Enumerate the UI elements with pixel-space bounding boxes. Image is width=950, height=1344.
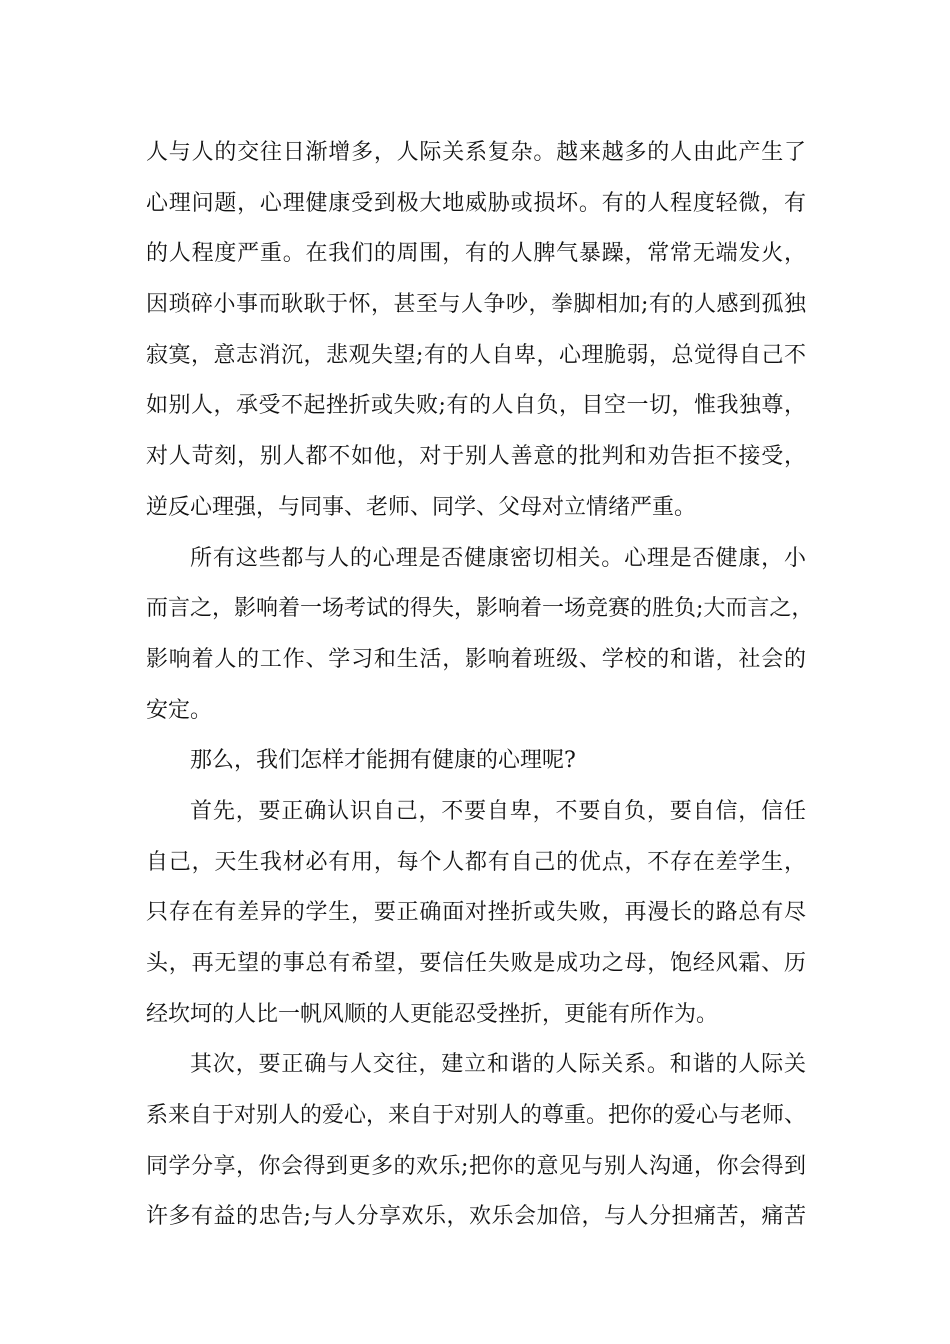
text-line: 对人苛刻，别人都不如他，对于别人善意的批判和劝告拒不接受， <box>146 444 806 470</box>
text-line: 许多有益的忠告;与人分享欢乐，欢乐会加倍，与人分担痛苦，痛苦 <box>146 1204 806 1230</box>
text-line: 同学分享，你会得到更多的欢乐;把你的意见与别人沟通，你会得到 <box>146 1153 806 1179</box>
text-line: 而言之，影响着一场考试的得失，影响着一场竞赛的胜负;大而言之， <box>146 596 814 622</box>
text-line: 安定。 <box>146 697 213 723</box>
text-line: 经坎坷的人比一帆风顺的人更能忍受挫折，更能有所作为。 <box>146 1001 719 1027</box>
text-line: 系来自于对别人的爱心，来自于对别人的尊重。把你的爱心与老师、 <box>146 1103 807 1129</box>
paragraph-2 <box>146 534 814 737</box>
text-line: 那么，我们怎样才能拥有健康的心理呢? <box>190 748 576 774</box>
text-line: 所有这些都与人的心理是否健康密切相关。心理是否健康，小 <box>190 545 806 571</box>
paragraph-4 <box>146 787 806 1040</box>
text-line: 如别人，承受不起挫折或失败;有的人自负，目空一切，惟我独尊， <box>146 393 806 419</box>
text-line: 人与人的交往日渐增多，人际关系复杂。越来越多的人由此产生了 <box>146 140 806 165</box>
paragraph-1 <box>146 128 806 534</box>
paragraph-3 <box>146 736 806 787</box>
text-line: 心理问题，心理健康受到极大地威胁或损坏。有的人程度轻微，有 <box>146 190 806 216</box>
text-line: 的人程度严重。在我们的周围，有的人脾气暴躁，常常无端发火， <box>146 241 806 267</box>
text-line: 首先，要正确认识自己，不要自卑，不要自负，要自信，信任 <box>190 798 806 824</box>
text-line: 只存在有差异的学生，要正确面对挫折或失败，再漫长的路总有尽 <box>146 900 806 926</box>
text-line: 自己，天生我材必有用，每个人都有自己的优点，不存在差学生， <box>146 849 806 875</box>
body-text <box>146 128 814 1243</box>
text-line: 影响着人的工作、学习和生活，影响着班级、学校的和谐，社会的 <box>146 646 806 672</box>
text-line: 其次，要正确与人交往，建立和谐的人际关系。和谐的人际关 <box>190 1052 806 1078</box>
text-line: 寂寞，意志消沉，悲观失望;有的人自卑，心理脆弱，总觉得自己不 <box>146 342 806 368</box>
paragraph-5 <box>146 1040 806 1243</box>
text-line: 头，再无望的事总有希望，要信任失败是成功之母，饱经风霜、历 <box>146 951 806 976</box>
text-line: 逆反心理强，与同事、老师、同学、父母对立情绪严重。 <box>146 494 697 520</box>
text-line: 因琐碎小事而耿耿于怀，甚至与人争吵，拳脚相加;有的人感到孤独 <box>146 292 806 318</box>
